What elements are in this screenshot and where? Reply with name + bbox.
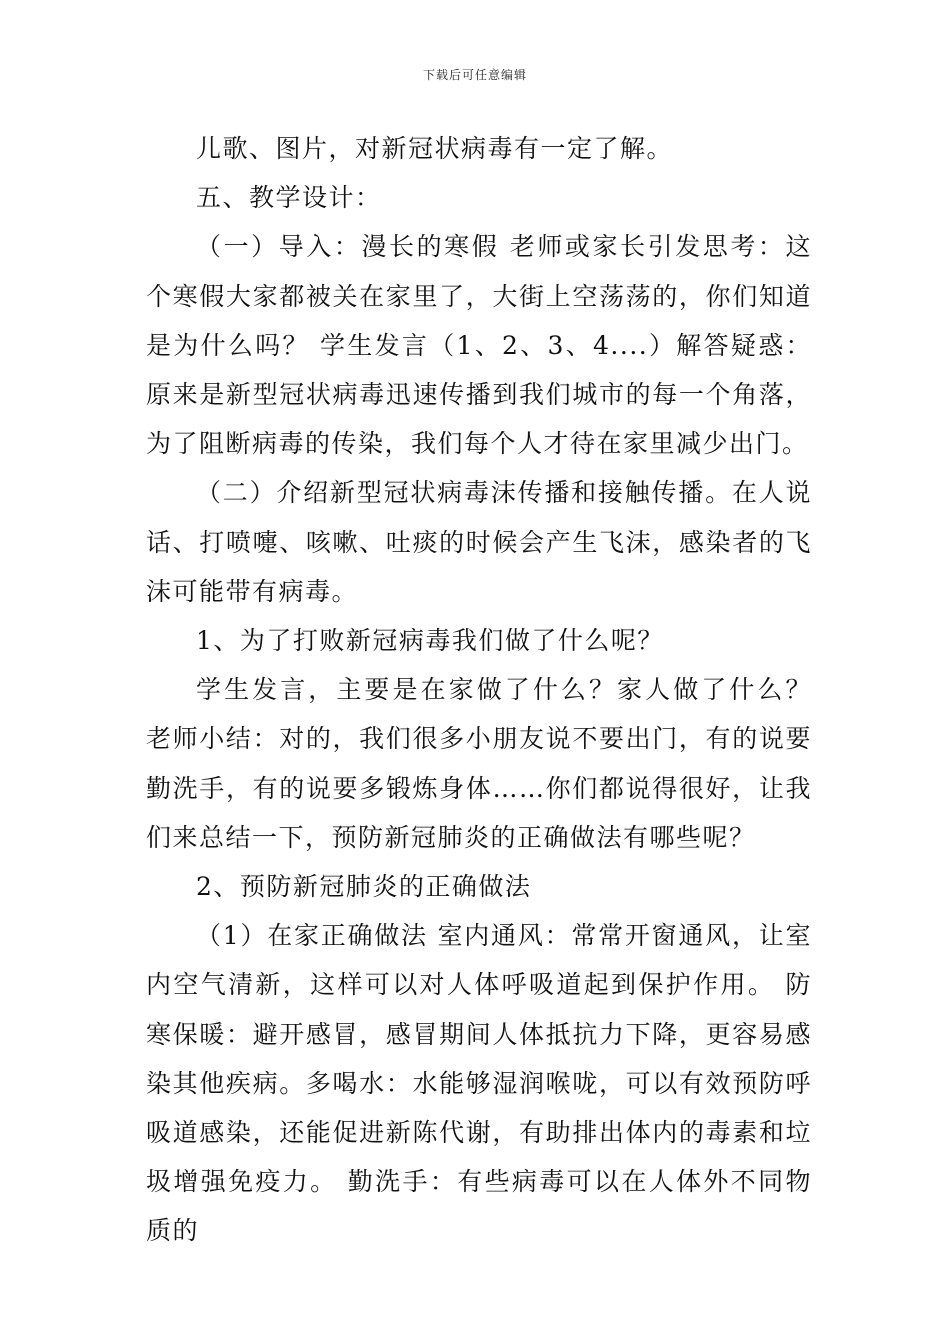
paragraph-introduction: （一）导入：漫长的寒假 老师或家长引发思考：这个寒假大家都被关在家里了，大街上空荡荡的，你们知道是为什么吗？ 学生发言（1、2、3、4....）解答疑惑：原来是新型冠状病毒迅速传播到我们城市的每一个角落，为了阻断病毒的传染，我们每个人才待在家里减少出门。 bbox=[146, 232, 812, 459]
paragraph-home-prevention: （1）在家正确做法 室内通风：常常开窗通风，让室内空气清新，这样可以对人体呼吸道起到保护作用。 防寒保暖：避开感冒，感冒期间人体抵抗力下降，更容易感染其他疾病。多喝水：水能够湿润喉咙，可以有效预防呼吸道感染，还能促进新陈代谢，有助排出体内的毒素和垃圾增强免疫力。 勤洗手：有些病毒可以在人体外不同物质的 bbox=[146, 921, 812, 1246]
document-body bbox=[146, 124, 812, 1256]
paragraph-intro-end: 儿歌、图片，对新冠状病毒有一定了解。 bbox=[196, 134, 674, 163]
page-header: 下载后可任意编辑 bbox=[422, 68, 527, 82]
question-what-we-did: 1、为了打败新冠病毒我们做了什么呢？ bbox=[196, 626, 664, 656]
heading-prevention-methods: 2、预防新冠肺炎的正确做法 bbox=[196, 872, 532, 902]
section-heading-teaching-design: 五、教学设计： bbox=[196, 183, 382, 213]
paragraph-student-discussion: 学生发言，主要是在家做了什么？家人做了什么？ 老师小结：对的，我们很多小朋友说不要出门，有的说要勤洗手，有的说要多锻炼身体……你们都说得很好，让我们来总结一下，预防新冠肺炎的正确做法有哪些呢？ bbox=[146, 675, 812, 852]
paragraph-transmission: （二）介绍新型冠状病毒沫传播和接触传播。在人说话、打喷嚏、咳嗽、吐痰的时候会产生飞沫，感染者的飞沫可能带有病毒。 bbox=[146, 478, 812, 606]
